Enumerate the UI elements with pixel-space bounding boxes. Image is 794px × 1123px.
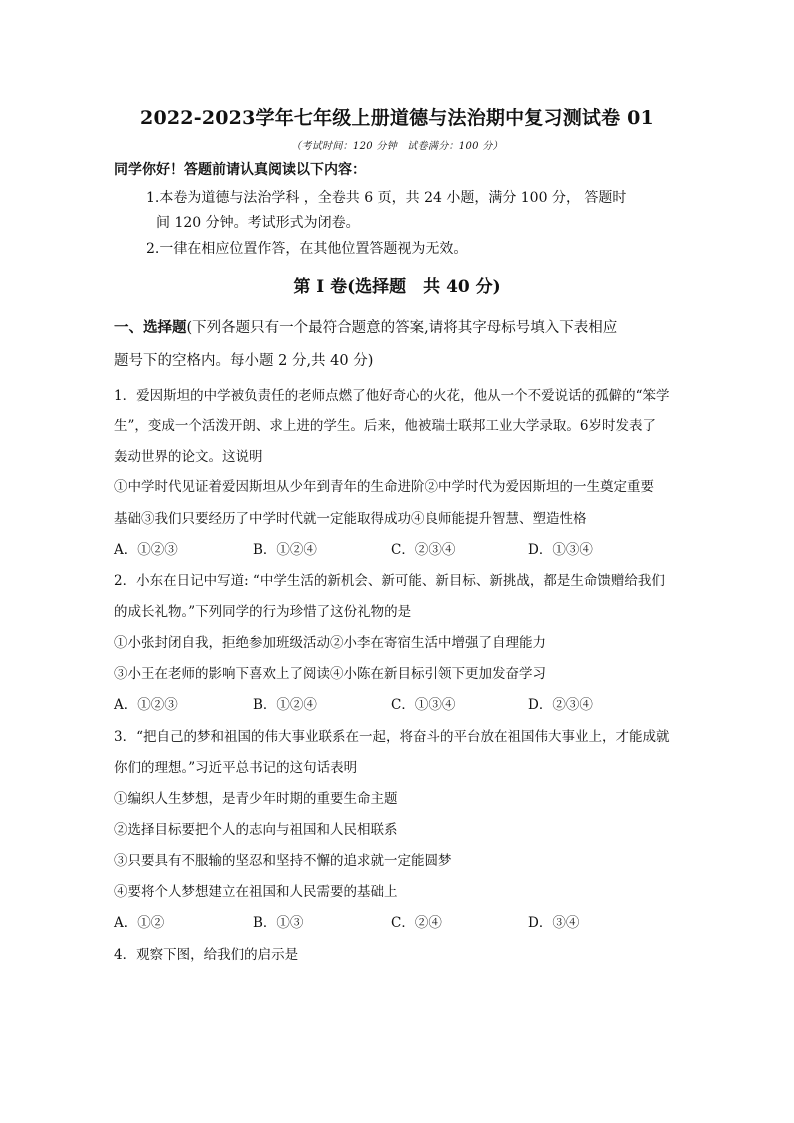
question-2-line-4: ③小王在老师的影响下喜欢上了阅读④小陈在新目标引领下更加发奋学习 [114, 666, 546, 682]
question-3-line-4: ②选择目标要把个人的志向与祖国和人民相联系 [114, 822, 398, 838]
question-3-option-b: B．①③ [253, 915, 304, 931]
question-1-line-4: ①中学时代见证着爱因斯坦从少年到青年的生命进阶②中学时代为爱因斯坦的一生奠定重要 [114, 479, 654, 495]
instruction-rule-2: 2.一律在相应位置作答，在其他位置答题视为无效。 [146, 241, 468, 257]
question-3-line-3: ①编织人生梦想，是青少年时期的重要生命主题 [114, 791, 398, 807]
section-title: 第 I 卷(选择题 共 40 分) [293, 277, 501, 297]
exam-subtitle: （考试时间：120 分钟 试卷满分：100 分） [291, 141, 503, 152]
instruction-rule-1-line-1: 1.本卷为道德与法治学科 ，全卷共 6 页，共 24 小题，满分 100 分， 答题时 [146, 190, 627, 206]
question-2-line-1: 2．小东在日记中写道: “中学生活的新机会、新可能、新目标、新挑战，都是生命馈赠给我们 [114, 573, 665, 589]
question-1-line-5: 基础③我们只要经历了中学时代就一定能取得成功④良师能提升智慧、塑造性格 [114, 511, 587, 527]
question-1-option-b: B．①②④ [253, 542, 317, 558]
question-3-line-1: 3．“把自己的梦和祖国的伟大事业联系在一起，将奋斗的平台放在祖国伟大事业上，才能成就 [114, 729, 670, 745]
instruction-rule-1-line-2: 间 120 分钟。考试形式为闭卷。 [156, 215, 360, 231]
question-1-option-d: D．①③④ [528, 542, 593, 558]
part-description-line-1: (下列各题只有一个最符合题意的答案,请将其字母标号填入下表相应 [186, 320, 618, 336]
question-2-option-b: B．①②④ [253, 697, 317, 713]
question-3-line-2: 你们的理想。”习近平总书记的这句话表明 [114, 760, 358, 776]
question-2-option-c: C．①③④ [391, 697, 456, 713]
question-2-line-2: 的成长礼物。”下列同学的行为珍惜了这份礼物的是 [114, 604, 412, 620]
question-1-line-3: 轰动世界的论文。这说明 [114, 449, 263, 465]
question-2-line-3: ①小张封闭自我，拒绝参加班级活动②小李在寄宿生活中增强了自理能力 [114, 635, 546, 651]
question-1-line-1: 1．爱因斯坦的中学被负责任的老师点燃了他好奇心的火花，他从一个不爱说话的孤僻的“笨学 [114, 388, 670, 404]
instructions-notice: 同学你好！答题前请认真阅读以下内容： [114, 162, 366, 178]
part-label: 一、选择题 [114, 319, 187, 336]
question-1-option-a: A．①②③ [114, 542, 178, 558]
question-3-line-5: ③只要具有不服输的坚忍和坚持不懈的追求就一定能圆梦 [114, 853, 452, 869]
question-3-line-6: ④要将个人梦想建立在祖国和人民需要的基础上 [114, 884, 398, 900]
question-2-option-a: A．①②③ [114, 697, 178, 713]
question-1-option-c: C．②③④ [391, 542, 456, 558]
exam-title: 2022-2023学年七年级上册道德与法治期中复习测试卷 01 [140, 107, 654, 129]
question-3-option-d: D．③④ [528, 915, 580, 931]
question-1-line-2: 生”，变成一个活泼开朗、求上进的学生。后来，他被瑞士联邦工业大学录取。6岁时发表了 [114, 418, 656, 434]
part-description-line-2: 题号下的空格内。每小题 2 分,共 40 分) [114, 353, 374, 369]
question-3-option-c: C．②④ [391, 915, 442, 931]
question-3-option-a: A．①② [114, 915, 165, 931]
part-heading-line-1 [114, 316, 617, 337]
question-2-option-d: D．②③④ [528, 697, 593, 713]
question-4-line-1: 4．观察下图，给我们的启示是 [114, 947, 299, 963]
